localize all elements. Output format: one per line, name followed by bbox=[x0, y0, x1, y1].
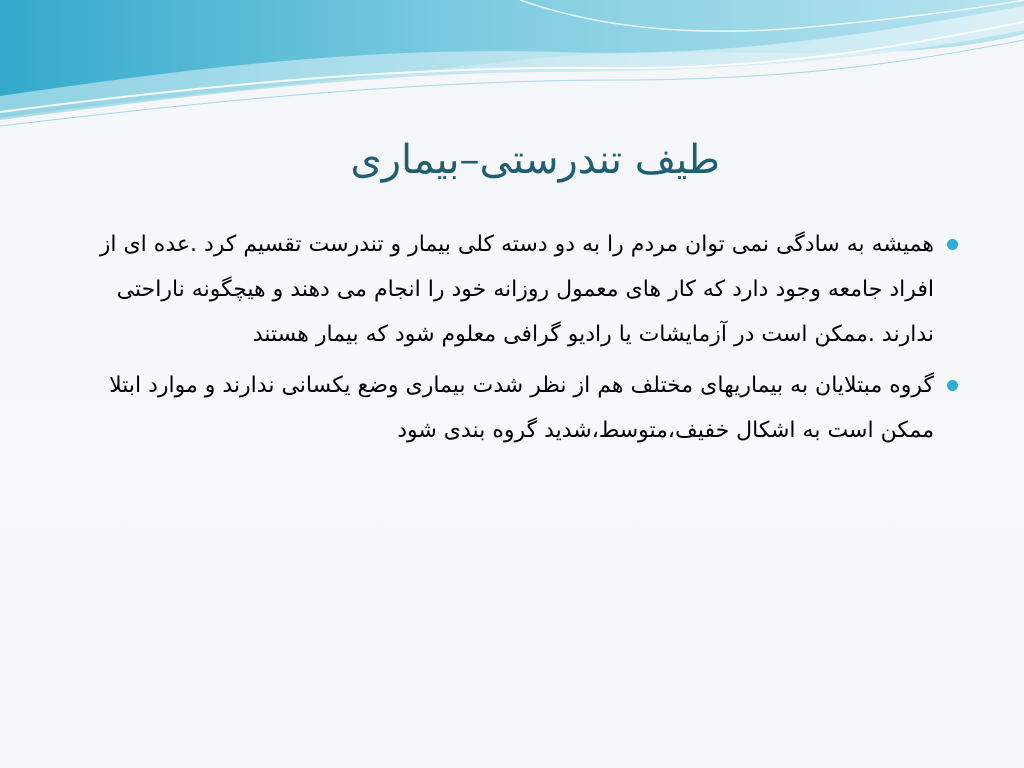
bullet-text: گروه مبتلایان به بیماریهای مختلف هم از نظر شدت بیماری وضع یکسانی ندارند و موارد ابتلا ممکن است به اشکال خفیف،متوسط،شدید گروه بندی شود bbox=[109, 373, 934, 443]
decorative-wave-header bbox=[0, 0, 1024, 130]
bullet-item bbox=[60, 363, 960, 453]
bullet-dot-icon bbox=[947, 239, 958, 250]
bullet-list bbox=[60, 222, 960, 459]
slide-title: طیف تندرستی–بیماری bbox=[350, 137, 720, 183]
bullet-text: همیشه به سادگی نمی توان مردم را به دو دسته کلی بیمار و تندرست تقسیم کرد .عده ای از افراد جامعه وجود دارد که کار های معمول روزانه خود را انجام می دهند و هیچگونه ناراحتی ندارند .ممکن است در آزمایشات یا رادیو گرافی معلوم شود که بیمار هستند bbox=[99, 232, 934, 347]
bullet-dot-icon bbox=[947, 380, 958, 391]
bullet-item bbox=[60, 222, 960, 357]
